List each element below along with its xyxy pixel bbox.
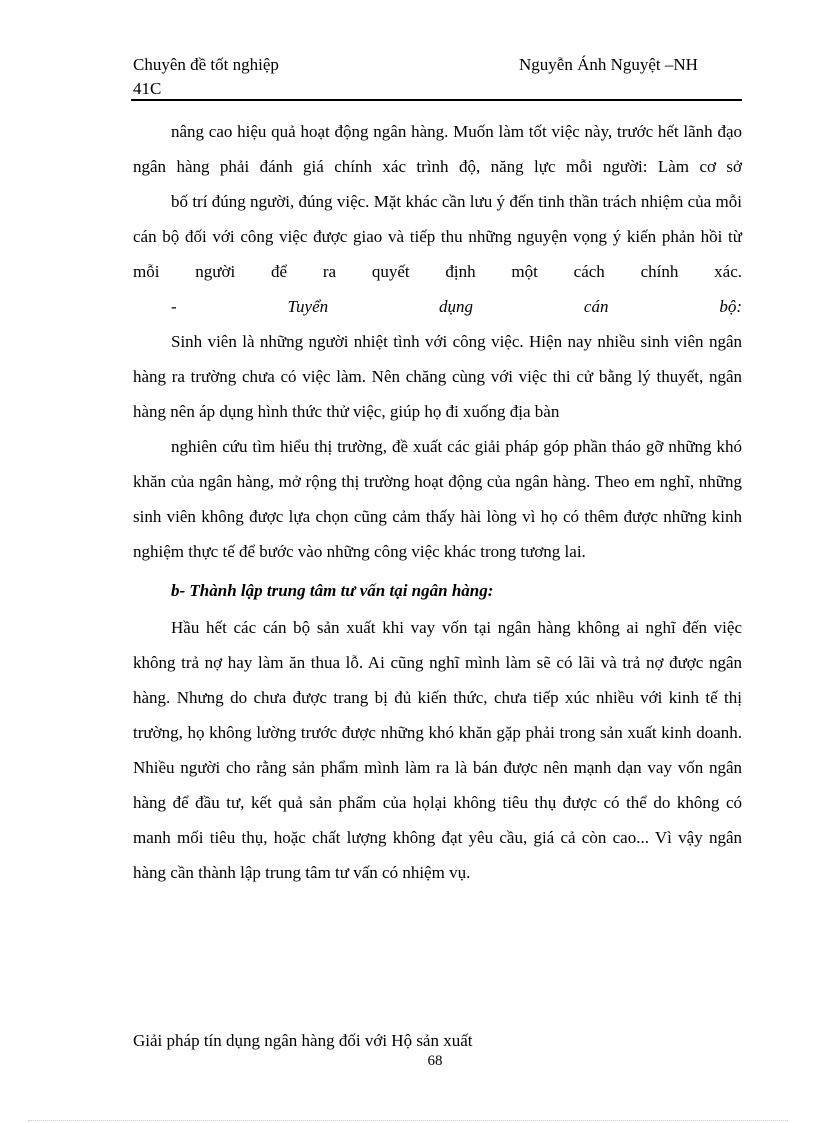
header-rule xyxy=(131,99,742,101)
paragraph-4: nghiên cứu tìm hiểu thị trường, đề xuất các giải pháp góp phần tháo gỡ những khó khăn của ngân hàng, mở rộng thị trường hoạt động của ngân hàng. Theo em nghĩ, những sinh viên không được lựa chọn cũng cảm thấy hài lòng vì họ có thêm được những kinh nghiệm thực tế để bước vào những công việc khác trong tương lai. xyxy=(133,437,742,561)
header-left-text: Chuyên đề tốt nghiệp xyxy=(133,55,279,74)
section-heading: b- Thành lập trung tâm tư vấn tại ngân hàng: xyxy=(171,581,494,600)
paragraph-1: nâng cao hiệu quả hoạt động ngân hàng. Muốn làm tốt việc này, trước hết lãnh đạo ngân hàng phải đánh giá chính xác trình độ, năng lực mỗi người: Làm cơ sở xyxy=(133,122,742,176)
page-footer: Giải pháp tín dụng ngân hàng đối với Hộ sản xuất xyxy=(133,1031,473,1050)
document-body xyxy=(133,114,742,890)
paragraph-2: bố trí đúng người, đúng việc. Mặt khác cần lưu ý đến tinh thần trách nhiệm của mỗi cán bộ đối với công việc được giao và tiếp thu những nguyện vọng ý kiến phản hồi từ mỗi người để ra quyết định một cách chính xác. xyxy=(133,192,742,281)
page-number: 68 xyxy=(427,1053,443,1069)
page-edge-divider xyxy=(28,1120,788,1121)
header-right-text: Nguyễn Ánh Nguyệt –NH xyxy=(519,55,698,74)
header-class-code: 41C xyxy=(133,79,162,98)
subsection-recruitment: - Tuyển dụng cán bộ: xyxy=(171,297,742,316)
paragraph-3: Sinh viên là những người nhiệt tình với công việc. Hiện nay nhiều sinh viên ngân hàng ra trường chưa có việc làm. Nên chăng cùng với việc thi cử bằng lý thuyết, ngân hàng nên áp dụng hình thức thử việc, giúp họ đi xuống địa bàn xyxy=(133,332,742,421)
paragraph-5: Hầu hết các cán bộ sản xuất khi vay vốn tại ngân hàng không ai nghĩ đến việc không trả nợ hay làm ăn thua lỗ. Ai cũng nghĩ mình làm sẽ có lãi và trả nợ được ngân hàng. Nhưng do chưa được trang bị đủ kiến thức, chưa tiếp xúc nhiều với kinh tế thị trường, họ không lường trước được những khó khăn gặp phải trong sản xuất kinh doanh. Nhiều người cho rằng sản phẩm mình làm ra là bán được nên mạnh dạn vay vốn ngân hàng để đầu tư, kết quả sản phẩm của họlại không tiêu thụ được có thể do không có manh mối tiêu thụ, hoặc chất lượng không đạt yêu cầu, giá cả còn cao... Vì vậy ngân hàng cần thành lập trung tâm tư vấn có nhiệm vụ. xyxy=(133,618,742,882)
